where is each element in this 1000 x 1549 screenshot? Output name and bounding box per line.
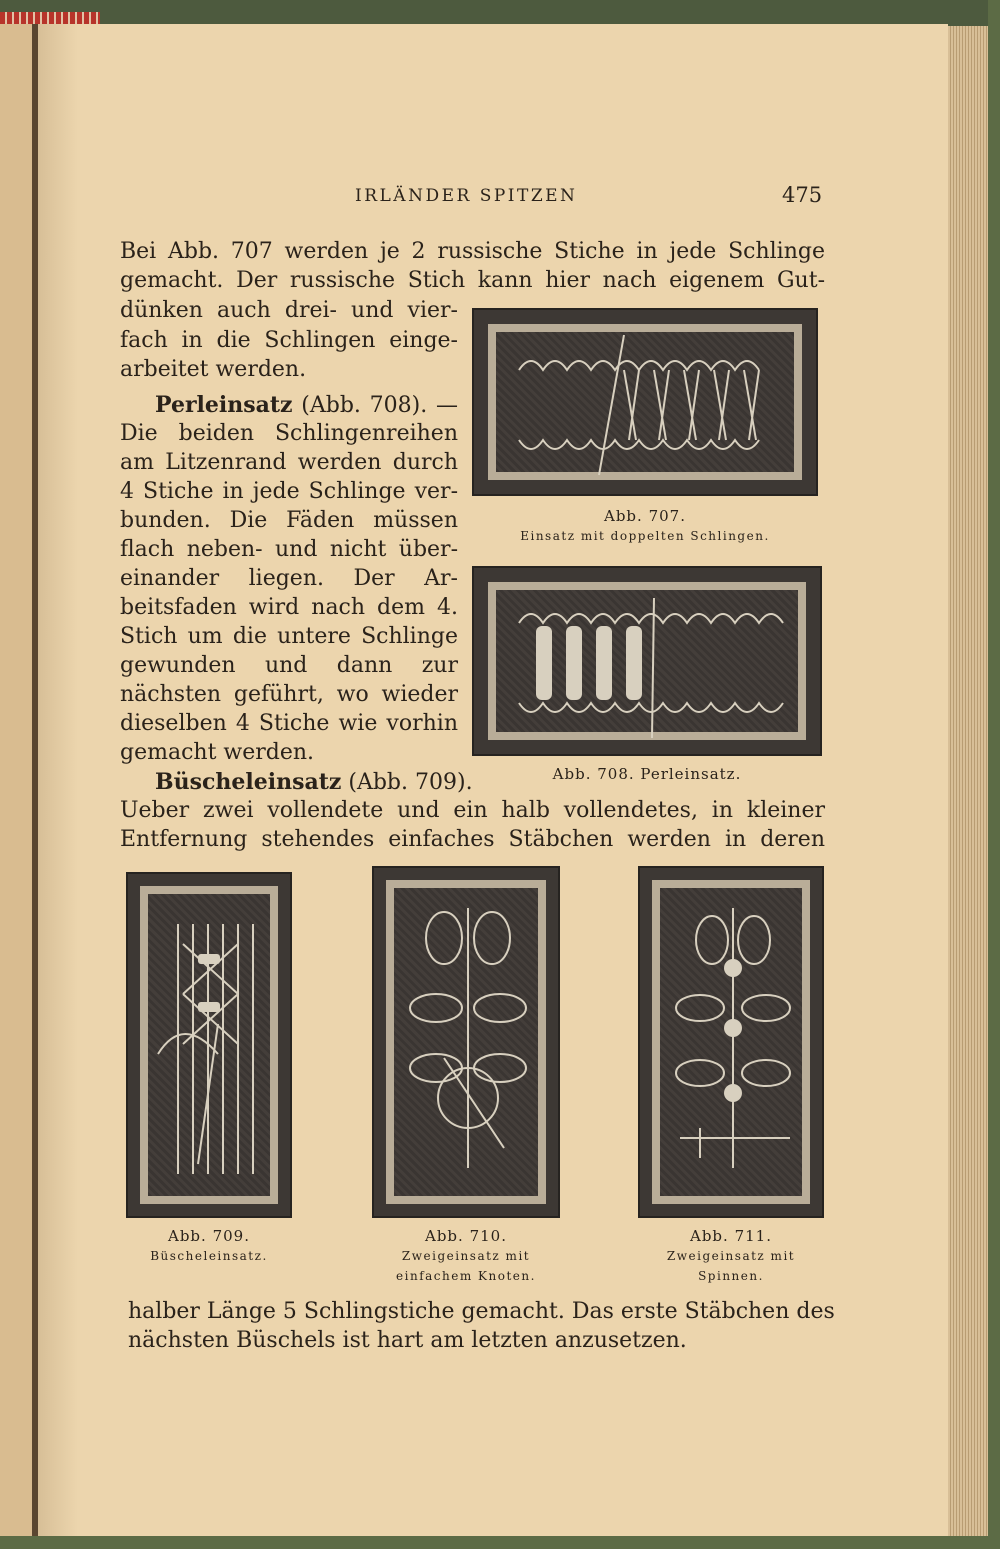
text-line: gewunden und dann zur [120, 653, 458, 678]
page-number: 475 [782, 183, 823, 207]
text-line: gemacht. Der russische Stich kann hier nach eigenem Gut- [120, 268, 825, 293]
figure-title: Zweigeinsatz mit [401, 1249, 531, 1263]
text-span: (Abb. 709). [341, 770, 473, 795]
caption-figure-711 [616, 1226, 846, 1286]
figure-number: Abb. 707. [604, 507, 686, 525]
running-header: IRLÄNDER SPITZEN [355, 186, 578, 206]
section-heading-perleinsatz: Perleinsatz [155, 392, 293, 418]
text-line: Entfernung stehendes einfaches Stäbchen werden in deren [120, 827, 825, 852]
text-line: 4 Stiche in jede Schlinge ver- [120, 479, 458, 504]
figure-number: Abb. 709. [168, 1227, 250, 1245]
text-span: (Abb. 708). — [292, 393, 458, 418]
text-line: dieselben 4 Stiche wie vorhin [120, 711, 458, 736]
text-line: Die beiden Schlingenreihen [120, 421, 458, 446]
text-line: Bei Abb. 707 werden je 2 russische Stiche in jede Schlinge [120, 239, 825, 264]
caption-figure-709 [106, 1226, 312, 1266]
text-line [155, 391, 458, 420]
text-line: nächsten geführt, wo wieder [120, 682, 458, 707]
text-line: am Litzenrand werden durch [120, 450, 458, 475]
book-cover-bottom [0, 1535, 1000, 1549]
figure-title: Einsatz mit doppelten Schlingen. [520, 529, 770, 543]
figure-710-image [372, 866, 560, 1218]
figure-711-image [638, 866, 824, 1218]
figure-708-image [472, 566, 822, 756]
caption-figure-707 [472, 506, 818, 546]
text-line: beitsfaden wird nach dem 4. [120, 595, 458, 620]
text-line [155, 768, 493, 797]
text-line: halber Länge 5 Schlingstiche gemacht. Das erste Stäbchen des [128, 1299, 835, 1324]
text-line: Stich um die untere Schlinge [120, 624, 458, 649]
page-edges [948, 26, 988, 1536]
left-page-edge [0, 24, 34, 1536]
book-cover-top [0, 0, 1000, 26]
text-line: nächsten Büschels ist hart am letzten anzusetzen. [128, 1328, 687, 1353]
text-line: einander liegen. Der Ar- [120, 566, 458, 591]
figure-title: Spinnen. [698, 1269, 764, 1283]
figure-709-image [126, 872, 292, 1218]
text-line: dünken auch drei- und vier- [120, 298, 458, 323]
caption-figure-710 [350, 1226, 582, 1286]
figure-number: Abb. 710. [425, 1227, 507, 1245]
figure-title: Zweigeinsatz mit [666, 1249, 796, 1263]
text-line: flach neben- und nicht über- [120, 537, 458, 562]
text-line: gemacht werden. [120, 740, 315, 765]
text-line: arbeitet werden. [120, 357, 307, 382]
text-line: fach in die Schlingen einge- [120, 328, 458, 353]
text-line: bunden. Die Fäden müssen [120, 508, 458, 533]
figure-title: Büscheleinsatz. [150, 1249, 268, 1263]
text-line: Ueber zwei vollendete und ein halb vollendetes, in kleiner [120, 798, 825, 823]
figure-707-image [472, 308, 818, 496]
figure-number: Abb. 711. [690, 1227, 772, 1245]
caption-figure-708 [472, 764, 822, 784]
section-heading-bueschel: Büscheleinsatz [155, 769, 342, 795]
figure-number-title: Abb. 708. Perleinsatz. [552, 765, 742, 783]
book-cover-right [988, 0, 1000, 1549]
figure-title: einfachem Knoten. [396, 1269, 536, 1283]
